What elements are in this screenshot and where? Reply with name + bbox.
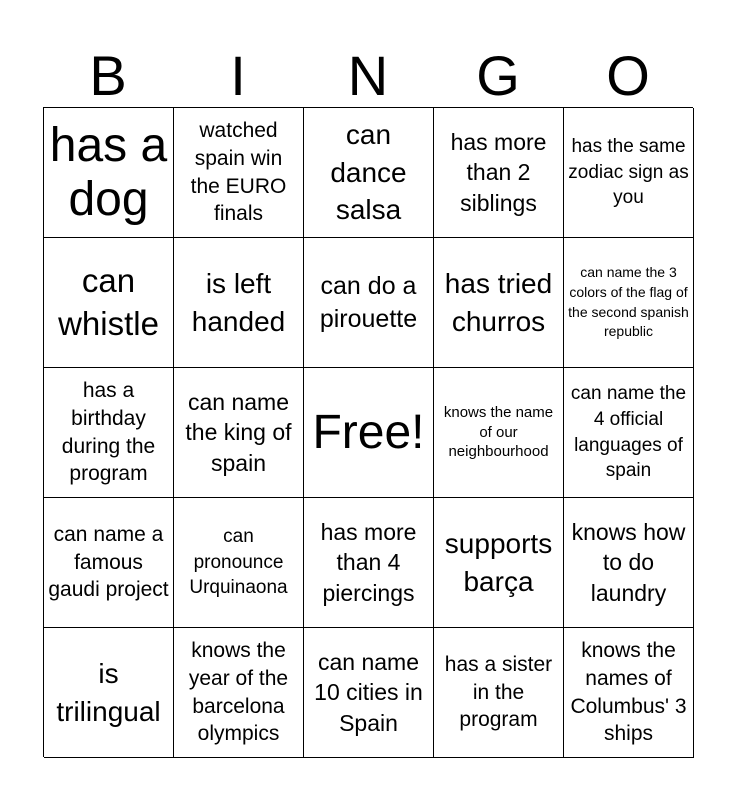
cell-text: is trilingual bbox=[56, 657, 161, 727]
bingo-cell[interactable] bbox=[44, 368, 174, 498]
header-letter-n: N bbox=[347, 44, 389, 107]
cell-text: can pronounce Urquinaona bbox=[189, 526, 288, 599]
bingo-cell[interactable] bbox=[564, 368, 694, 498]
bingo-cell[interactable] bbox=[564, 498, 694, 628]
bingo-cell[interactable] bbox=[174, 238, 304, 368]
cell-text: has a sister in the program bbox=[444, 652, 553, 732]
header-letter-g: G bbox=[476, 44, 520, 107]
bingo-cell[interactable] bbox=[304, 498, 434, 628]
bingo-header bbox=[43, 44, 693, 108]
bingo-cell[interactable] bbox=[174, 628, 304, 758]
cell-text: knows the name of our neighbourhood bbox=[443, 404, 554, 461]
cell-text: can do a pirouette bbox=[319, 272, 418, 333]
cell-text: can name the 4 official languages of spain bbox=[570, 383, 687, 482]
bingo-cell[interactable] bbox=[434, 498, 564, 628]
cell-text: can name the 3 colors of the flag of the second spanish republic bbox=[568, 264, 689, 340]
cell-text: is left handed bbox=[191, 267, 286, 337]
bingo-cell[interactable] bbox=[434, 238, 564, 368]
cell-text: watched spain win the EURO finals bbox=[190, 118, 287, 226]
bingo-cell[interactable] bbox=[434, 628, 564, 758]
bingo-grid bbox=[43, 107, 693, 757]
header-letter-b: B bbox=[89, 44, 127, 107]
bingo-cell[interactable] bbox=[44, 238, 174, 368]
bingo-cell[interactable] bbox=[174, 368, 304, 498]
cell-text: knows how to do laundry bbox=[571, 518, 686, 606]
header-letter-o: O bbox=[606, 44, 650, 107]
cell-text: has a dog bbox=[49, 118, 168, 226]
cell-text: knows the year of the barcelona olympics bbox=[188, 638, 289, 746]
cell-text: can whistle bbox=[58, 261, 159, 342]
bingo-cell[interactable] bbox=[44, 498, 174, 628]
bingo-cell[interactable] bbox=[304, 628, 434, 758]
header-letter-i: I bbox=[230, 44, 246, 107]
cell-text: has more than 2 siblings bbox=[450, 128, 547, 216]
bingo-cell[interactable] bbox=[304, 108, 434, 238]
bingo-cell[interactable] bbox=[44, 628, 174, 758]
cell-text: has tried churros bbox=[444, 267, 553, 337]
cell-text: supports barça bbox=[444, 527, 553, 597]
cell-text: has more than 4 piercings bbox=[320, 518, 417, 606]
cell-text: can name a famous gaudi project bbox=[48, 522, 169, 602]
cell-text: knows the names of Columbus' 3 ships bbox=[570, 638, 687, 746]
cell-text: has the same zodiac sign as you bbox=[568, 136, 689, 209]
bingo-cell[interactable] bbox=[564, 628, 694, 758]
bingo-cell[interactable] bbox=[174, 108, 304, 238]
bingo-cell[interactable] bbox=[564, 108, 694, 238]
cell-text: Free! bbox=[312, 405, 425, 459]
bingo-cell[interactable] bbox=[434, 368, 564, 498]
cell-text: has a birthday during the program bbox=[61, 378, 156, 486]
free-space[interactable] bbox=[304, 368, 434, 498]
bingo-cell[interactable] bbox=[174, 498, 304, 628]
bingo-cell[interactable] bbox=[304, 238, 434, 368]
cell-text: can name 10 cities in Spain bbox=[314, 648, 423, 736]
cell-text: can name the king of spain bbox=[185, 388, 292, 476]
bingo-cell[interactable] bbox=[44, 108, 174, 238]
bingo-cell[interactable] bbox=[434, 108, 564, 238]
cell-text: can dance salsa bbox=[330, 118, 407, 226]
bingo-cell[interactable] bbox=[564, 238, 694, 368]
